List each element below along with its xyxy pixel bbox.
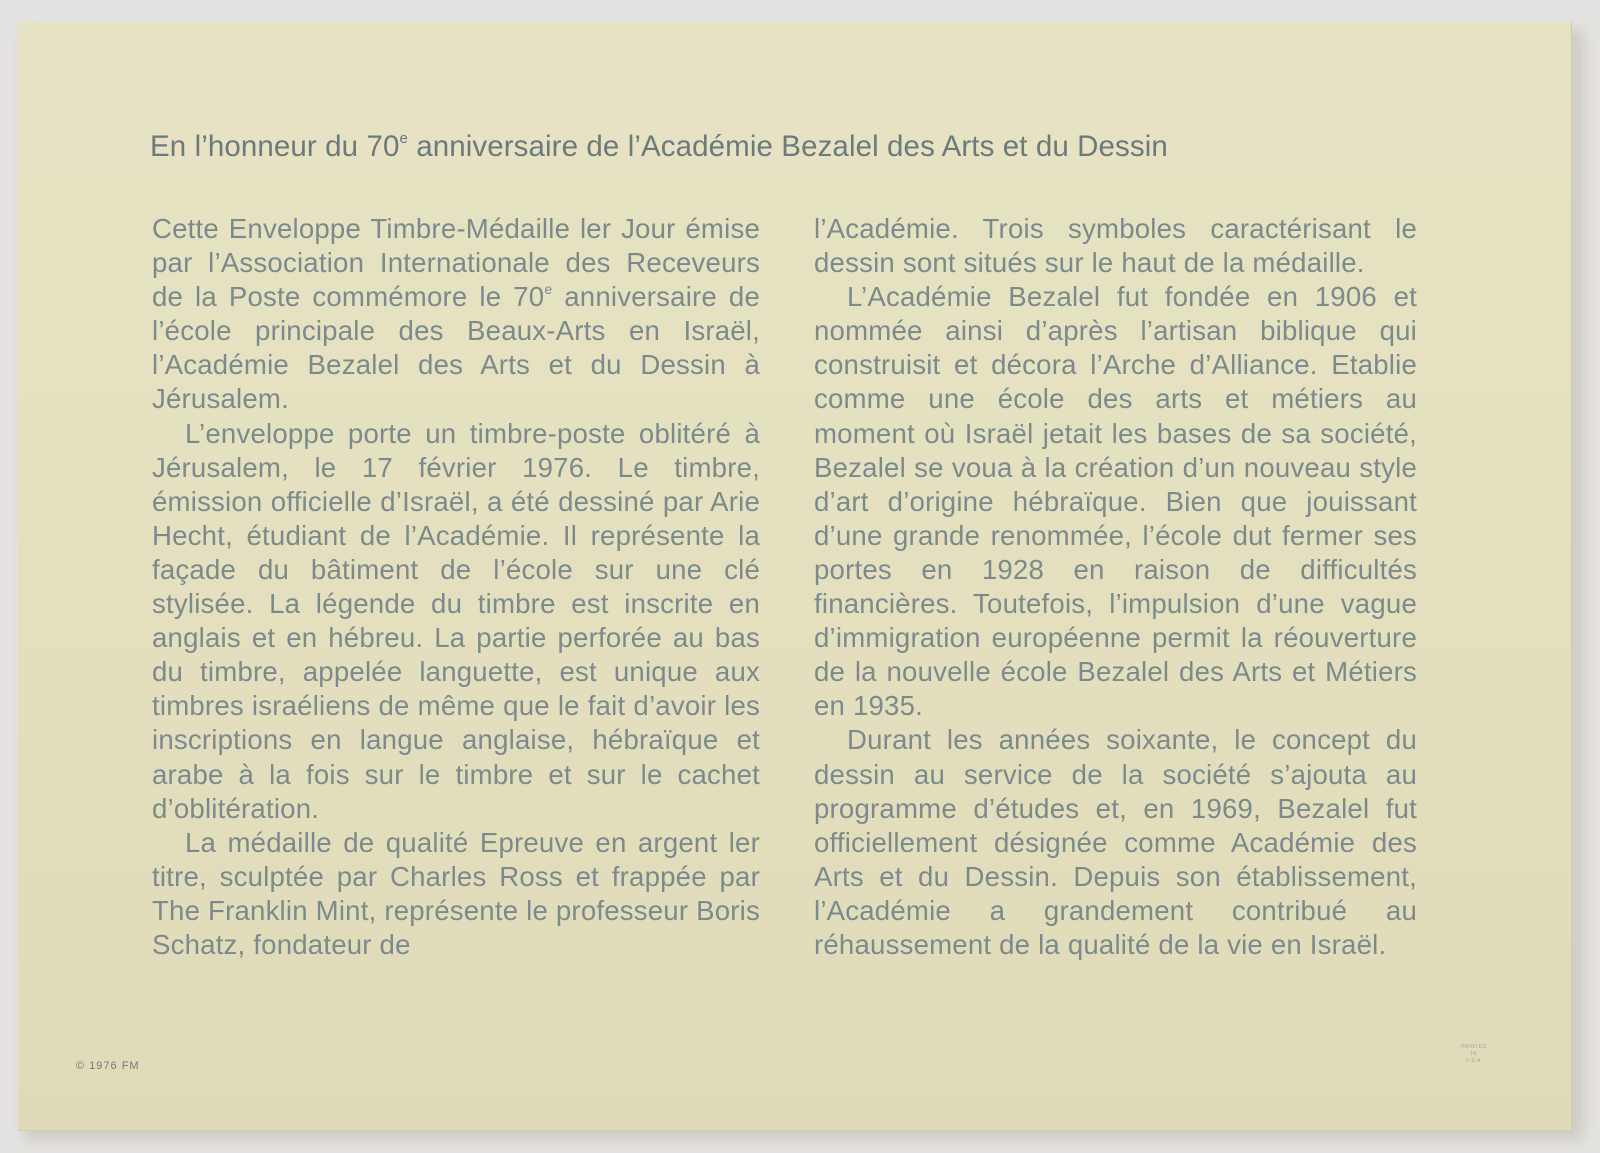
title-superscript: e	[399, 130, 408, 147]
title-text-end: anniversaire de l’Académie Bezalel des Arts et du Dessin	[407, 130, 1168, 163]
printed-in-mark-line-1: PRINTED	[1461, 1044, 1487, 1050]
right-paragraph-1: l’Académie. Trois symboles caractérisant le dessin sont situés sur le haut de la médaille.	[814, 213, 1417, 279]
right-text-column	[814, 212, 1417, 962]
insert-card	[18, 22, 1572, 1131]
printed-in-mark-line-3: U.S.A.	[1465, 1058, 1483, 1064]
left-paragraph-1	[152, 212, 760, 417]
title-text-start: En l’honneur du 70	[150, 130, 400, 163]
right-paragraph-3: Durant les années soixante, le concept du dessin au service de la société s’ajouta au programme d’études et, en 1969, Bezalel fut officiellement désignée comme Académie des Arts et du Dessin. Depuis son établissement, l’Académie a grandement contribué au réhaussement de la qualité de la vie en Israël.	[814, 724, 1417, 960]
page-title	[150, 130, 1450, 164]
left-paragraph-1-text: Cette Enveloppe Timbre-Médaille ler Jour émise par l’Association Internationale des Receveurs de la Poste commémore le 70	[152, 213, 760, 313]
right-paragraph-2: L’Académie Bezalel fut fondée en 1906 et nommée ainsi d’après l’artisan biblique qui construisit et décora l’Arche d’Alliance. Etablie comme une école des arts et métiers au moment où Israël jetait les bases de sa société, Bezalel se voua à la création d’un nouveau style d’art d’origine hébraïque. Bien que jouissant d’une grande renommée, l’école dut fermer ses portes en 1928 en raison de difficultés financières. Toutefois, l’impulsion d’une vague d’immigration européenne permit la réouverture de la nouvelle école Bezalel des Arts et Métiers en 1935.	[814, 281, 1417, 722]
printed-in-mark-line-2: IN	[1471, 1051, 1477, 1057]
left-paragraph-3: La médaille de qualité Epreuve en argent ler titre, sculptée par Charles Ross et frappée par The Franklin Mint, représente le professeur Boris Schatz, fondateur de	[152, 826, 760, 960]
left-paragraph-1-superscript: e	[544, 281, 553, 298]
left-paragraph-2: L’enveloppe porte un timbre-poste oblitéré à Jérusalem, le 17 février 1976. Le timbre, émission officielle d’Israël, a été dessiné par Arie Hecht, étudiant de l’Académie. Il représente la façade du bâtiment de l’école sur une clé stylisée. La légende du timbre est inscrite en anglais et en hébreu. La partie perforée au bas du timbre, appelée languette, est unique aux timbres israéliens de même que le fait d’avoir les inscriptions en langue anglaise, hébraïque et arabe à la fois sur le timbre et sur le cachet d’oblitération.	[152, 417, 760, 824]
left-text-column	[152, 212, 760, 962]
left-paragraph-1-rest: anniversaire de l’école principale des Beaux-Arts en Israël, l’Académie Bezalel des Arts et du Dessin à Jérusalem.	[152, 281, 760, 415]
printed-in-mark	[1454, 1044, 1494, 1065]
copyright-notice: © 1976 FM	[76, 1060, 140, 1072]
